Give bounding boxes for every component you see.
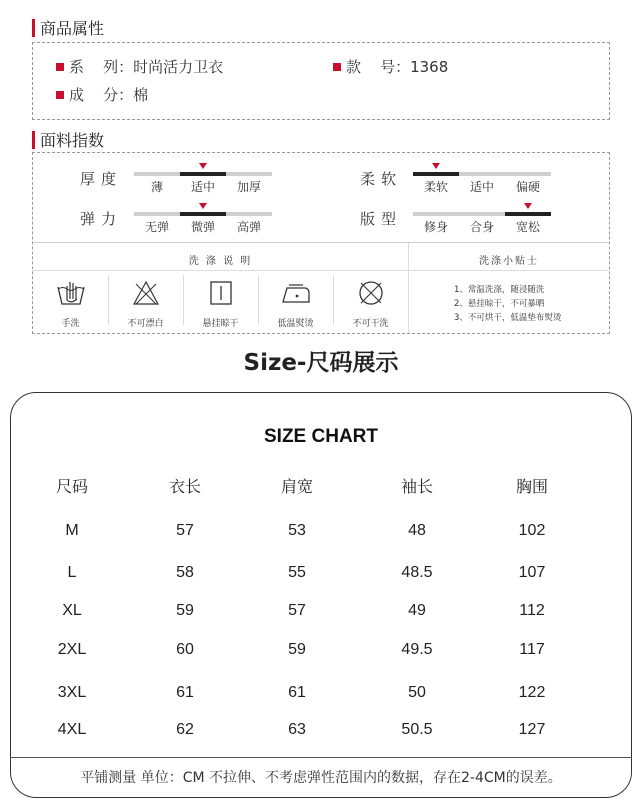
fabric-scale-segment (134, 212, 180, 216)
fabric-scale-segment (134, 172, 180, 176)
wash-item-label: 不可漂白 (127, 319, 164, 329)
size-chart-cell: 127 (518, 721, 546, 738)
attr-series-value: 时尚活力卫衣 (133, 58, 224, 76)
size-chart-cell: 63 (288, 721, 306, 738)
size-chart-cell: 57 (176, 522, 194, 539)
wash-item-no-bleach (108, 278, 183, 329)
wash-item-label: 低温熨烫 (277, 319, 314, 329)
size-chart-cell: 117 (519, 641, 545, 658)
wash-tip: 1、常温洗涤，随浸随洗 (454, 285, 545, 295)
fabric-scale-option: 修身 (423, 220, 448, 234)
wash-tip: 3、不可烘干，低温垫布熨烫 (454, 313, 562, 323)
fabric-scale-option: 无弹 (144, 220, 169, 234)
size-chart-cell: 50.5 (401, 721, 433, 738)
attr-style-label: 款 号 (346, 58, 396, 76)
attr-series (56, 56, 223, 77)
fabric-scale-label: 厚度 (80, 170, 123, 188)
wash-header-divider (33, 270, 609, 271)
no-bleach-icon (130, 278, 162, 308)
hang-dry-icon (205, 278, 237, 308)
fabric-scale-option: 薄 (150, 180, 163, 194)
bullet-square-icon (56, 63, 64, 71)
attr-series-label: 系 列 (69, 58, 119, 76)
wash-header: 洗 涤 说 明 (188, 256, 253, 267)
fabric-scale-segment-selected (413, 172, 459, 176)
size-chart-cell: 122 (518, 684, 546, 701)
size-chart-header-cell: 胸围 (515, 479, 548, 496)
attr-colon: ： (395, 58, 411, 76)
fabric-scale-segment (459, 172, 505, 176)
size-chart-cell: 53 (288, 522, 306, 539)
selected-marker-icon (524, 203, 532, 209)
fabric-scale-option: 偏硬 (515, 180, 540, 194)
fabric-scale-option: 宽松 (515, 220, 540, 234)
wash-item-hand-wash (33, 278, 108, 329)
fabric-scale-option: 微弹 (190, 220, 215, 234)
attr-colon: ： (118, 58, 134, 76)
attr-colon: ： (118, 86, 134, 104)
fabric-scale-label: 柔软 (360, 170, 403, 188)
product-attrs-box (32, 42, 610, 120)
selected-marker-icon (432, 163, 440, 169)
measurement-note: 平铺测量 单位：CM 不拉伸、不考虑弹性范围内的数据，存在2-4CM的误差。 (80, 770, 562, 786)
product-attrs-title (32, 16, 104, 39)
bullet-square-icon (56, 91, 64, 99)
wash-item-hang-dry (183, 278, 258, 329)
size-chart-cell: M (65, 522, 79, 539)
size-chart-cell: 55 (288, 564, 306, 581)
wash-item-label: 不可干洗 (352, 319, 389, 329)
fabric-title-text: 面料指数 (40, 131, 105, 150)
size-chart-header-cell: 肩宽 (280, 479, 313, 496)
fabric-scale-segment (413, 212, 459, 216)
size-chart-cell: 49 (408, 602, 426, 619)
product-attrs-title-text: 商品属性 (40, 19, 105, 38)
size-chart-header-cell: 衣长 (168, 479, 201, 496)
wash-item-label: 手洗 (61, 319, 80, 329)
fabric-scale-option: 柔软 (423, 180, 448, 194)
size-chart-cell: 60 (176, 641, 194, 658)
attr-material-label: 成 分 (69, 86, 119, 104)
wash-tips (454, 283, 561, 325)
size-chart-cell: 3XL (57, 684, 87, 701)
size-heading: Size-尺码展示 (243, 350, 399, 376)
size-chart-cell: 4XL (57, 721, 87, 738)
no-dry-clean-icon (355, 278, 387, 308)
size-chart-cell: 62 (176, 721, 194, 738)
hand-wash-icon (55, 278, 87, 308)
size-chart-cell: 50 (408, 684, 426, 701)
size-chart-header-cell: 袖长 (400, 479, 433, 496)
fabric-scale-option: 适中 (469, 180, 494, 194)
fabric-scale-option: 高弹 (236, 220, 261, 234)
size-chart-header-cell: 尺码 (55, 479, 88, 496)
size-chart-cell: L (67, 564, 77, 581)
size-chart-cell: 57 (288, 602, 306, 619)
wash-tip: 2、悬挂晾干，不可暴晒 (454, 299, 545, 309)
attr-style-value: 1368 (410, 57, 449, 76)
fabric-scale-segment-selected (180, 212, 226, 216)
wash-item-no-dry-clean (333, 278, 408, 329)
wash-item-low-iron (258, 278, 333, 329)
fabric-divider (33, 242, 609, 243)
size-chart-cell: XL (62, 602, 82, 619)
fabric-scale-option: 合身 (469, 220, 494, 234)
fabric-scale-segment (459, 212, 505, 216)
wash-item-label: 悬挂晾干 (202, 319, 239, 329)
fabric-scale-label: 弹力 (80, 210, 123, 228)
attr-material-value: 棉 (133, 86, 149, 104)
fabric-scale-segment-selected (505, 212, 551, 216)
fabric-scale-segment (505, 172, 551, 176)
size-chart-cell: 49.5 (401, 641, 433, 658)
attr-material (56, 84, 148, 105)
size-chart-cell: 58 (176, 564, 194, 581)
low-iron-icon (279, 278, 313, 308)
size-chart-cell: 59 (176, 602, 194, 619)
fabric-title (32, 128, 104, 151)
size-chart-cell: 48.5 (401, 564, 433, 581)
size-chart-cell: 102 (518, 522, 546, 539)
size-chart-cell: 61 (176, 684, 194, 701)
title-accent-bar (32, 131, 35, 149)
size-chart-cell: 2XL (57, 641, 87, 658)
bullet-square-icon (333, 63, 341, 71)
fabric-scale-option: 加厚 (236, 180, 261, 194)
fabric-scale-segment (226, 212, 272, 216)
size-chart-cell: 59 (288, 641, 306, 658)
fabric-scale-option: 适中 (190, 180, 215, 194)
note-divider (10, 757, 632, 758)
fabric-scale-label: 版型 (360, 210, 403, 228)
size-chart-cell: 112 (519, 602, 545, 619)
title-accent-bar (32, 19, 35, 37)
wash-tips-header: 洗涤小贴士 (479, 256, 539, 267)
fabric-scale-segment-selected (180, 172, 226, 176)
size-chart-cell: 107 (518, 564, 546, 581)
size-chart-cell: 48 (408, 522, 426, 539)
fabric-scale-segment (226, 172, 272, 176)
size-chart-title: SIZE CHART (264, 426, 378, 447)
selected-marker-icon (199, 163, 207, 169)
selected-marker-icon (199, 203, 207, 209)
attr-style-no (333, 56, 448, 77)
size-chart-cell: 61 (288, 684, 306, 701)
